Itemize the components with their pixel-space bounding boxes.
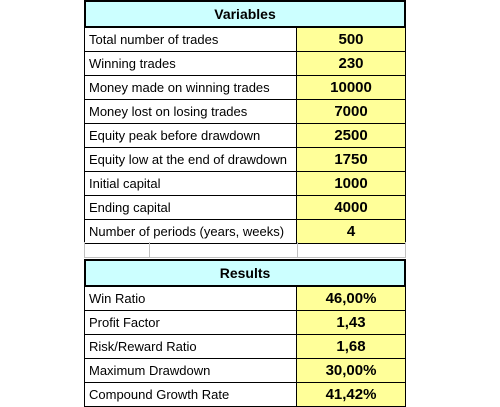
total-trades-cell[interactable]: 500 <box>297 28 405 51</box>
table-row <box>84 28 406 52</box>
table-row <box>84 148 406 172</box>
table-row <box>84 76 406 100</box>
profit-factor-label: Profit Factor <box>85 311 297 334</box>
gridline <box>149 242 150 257</box>
table-row <box>84 124 406 148</box>
equity-low-cell[interactable]: 1750 <box>297 148 405 171</box>
empty-spreadsheet-row <box>84 242 406 258</box>
equity-low-label: Equity low at the end of drawdown <box>85 148 297 171</box>
profit-factor-cell[interactable]: 1,43 <box>297 311 405 334</box>
win-ratio-label: Win Ratio <box>85 287 297 310</box>
table-row <box>84 287 406 311</box>
gridline <box>405 242 406 257</box>
table-row <box>84 311 406 335</box>
win-ratio-cell[interactable]: 46,00% <box>297 287 405 310</box>
compound-growth-label: Compound Growth Rate <box>85 383 297 406</box>
equity-peak-label: Equity peak before drawdown <box>85 124 297 147</box>
risk-reward-cell[interactable]: 1,68 <box>297 335 405 358</box>
ending-capital-label: Ending capital <box>85 196 297 219</box>
table-row <box>84 100 406 124</box>
winning-trades-label: Winning trades <box>85 52 297 75</box>
money-lost-cell[interactable]: 7000 <box>297 100 405 123</box>
money-lost-label: Money lost on losing trades <box>85 100 297 123</box>
variables-table <box>84 0 406 244</box>
table-row <box>84 383 406 407</box>
results-header: Results <box>84 259 406 287</box>
table-row <box>84 335 406 359</box>
variables-header: Variables <box>84 0 406 28</box>
table-row <box>84 172 406 196</box>
money-made-cell[interactable]: 10000 <box>297 76 405 99</box>
initial-capital-cell[interactable]: 1000 <box>297 172 405 195</box>
table-row <box>84 52 406 76</box>
winning-trades-cell[interactable]: 230 <box>297 52 405 75</box>
results-table <box>84 259 406 407</box>
total-trades-label: Total number of trades <box>85 28 297 51</box>
number-of-periods-label: Number of periods (years, weeks) <box>85 220 297 243</box>
table-row <box>84 220 406 244</box>
number-of-periods-cell[interactable]: 4 <box>297 220 405 243</box>
gridline <box>297 242 298 257</box>
compound-growth-cell[interactable]: 41,42% <box>297 383 405 406</box>
money-made-label: Money made on winning trades <box>85 76 297 99</box>
max-drawdown-cell[interactable]: 30,00% <box>297 359 405 382</box>
table-row <box>84 196 406 220</box>
max-drawdown-label: Maximum Drawdown <box>85 359 297 382</box>
ending-capital-cell[interactable]: 4000 <box>297 196 405 219</box>
initial-capital-label: Initial capital <box>85 172 297 195</box>
equity-peak-cell[interactable]: 2500 <box>297 124 405 147</box>
risk-reward-label: Risk/Reward Ratio <box>85 335 297 358</box>
table-row <box>84 359 406 383</box>
